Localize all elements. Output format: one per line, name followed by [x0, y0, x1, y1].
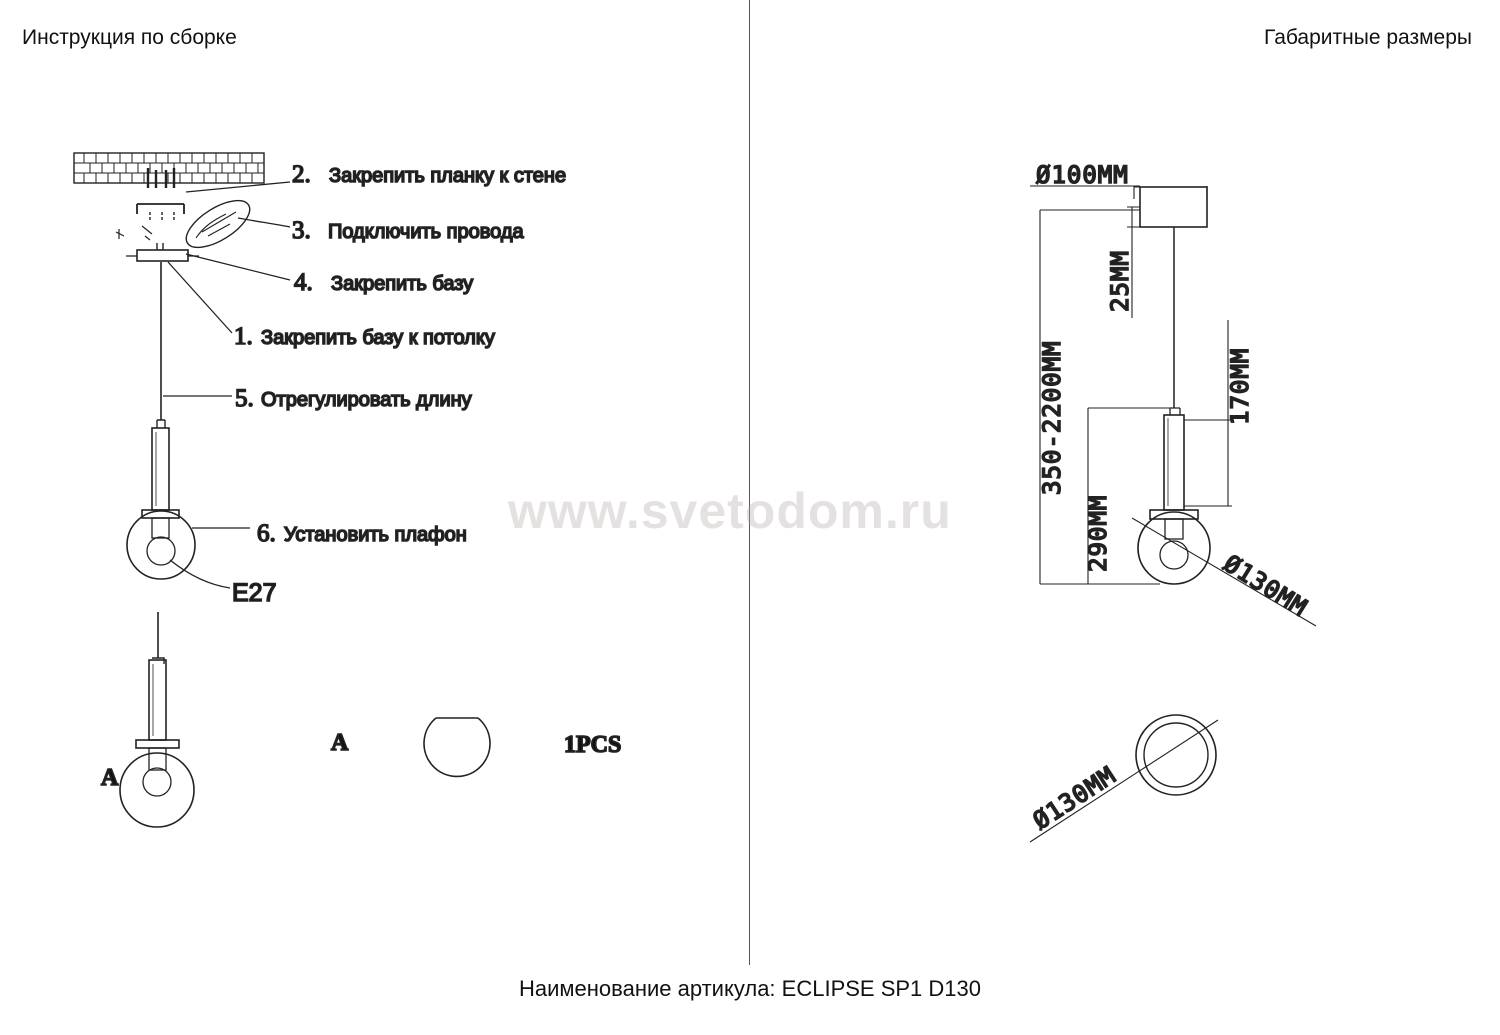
step-6-text: Установить плафон [284, 524, 467, 546]
glass-shade-part [424, 718, 490, 776]
shade-diameter-label: Ø130MM [1218, 549, 1313, 623]
step-3-number: 3. [292, 217, 311, 244]
watermark: www.svetodom.ru [508, 483, 952, 539]
step-6-number: 6. [257, 520, 276, 547]
shade-top-diameter-label: Ø130MM [1028, 761, 1122, 836]
dimension-drawing [1028, 161, 1316, 842]
step-1-text: Закрепить базу к потолку [261, 327, 495, 349]
step-5-text: Отрегулировать длину [261, 389, 472, 411]
step-labels [232, 161, 566, 607]
step-2-text: Закрепить планку к стене [329, 165, 567, 187]
canopy-height-label: 25MM [1106, 250, 1134, 312]
lamp-body [1164, 415, 1184, 510]
mounting-bracket [116, 204, 184, 240]
parts-list [331, 718, 621, 776]
assembly-instructions-heading: Инструкция по сборке [22, 26, 237, 49]
ceiling-hatch [74, 153, 264, 188]
canopy-diameter-label: Ø100MM [1036, 161, 1129, 189]
canopy [1140, 187, 1207, 227]
step-4-number: 4. [294, 269, 313, 296]
part-a-label: A [101, 765, 119, 791]
canopy-base [126, 243, 199, 261]
lamp-height-label: 290MM [1084, 494, 1112, 572]
pendant-assembly [127, 262, 195, 579]
part-a-ref: A [331, 730, 349, 756]
part-quantity: 1PCS [564, 732, 622, 758]
step-1-number: 1. [234, 323, 253, 350]
shade-top-view-outer [1136, 715, 1216, 795]
wire-connection-detail [179, 191, 257, 256]
step-3-text: Подключить провода [328, 221, 524, 243]
part-a-drawing [101, 612, 194, 827]
body-length-label: 170MM [1226, 347, 1254, 425]
shade [1138, 512, 1210, 584]
socket-label: E27 [232, 579, 277, 607]
article-name-footer: Наименование артикула: ECLIPSE SP1 D130 [519, 976, 981, 1001]
step-4-text: Закрепить базу [331, 273, 474, 295]
dimensions-heading: Габаритные размеры [1264, 26, 1472, 49]
step-2-number: 2. [292, 161, 311, 188]
total-length-label: 350-2200MM [1038, 340, 1066, 495]
step-5-number: 5. [235, 385, 254, 412]
